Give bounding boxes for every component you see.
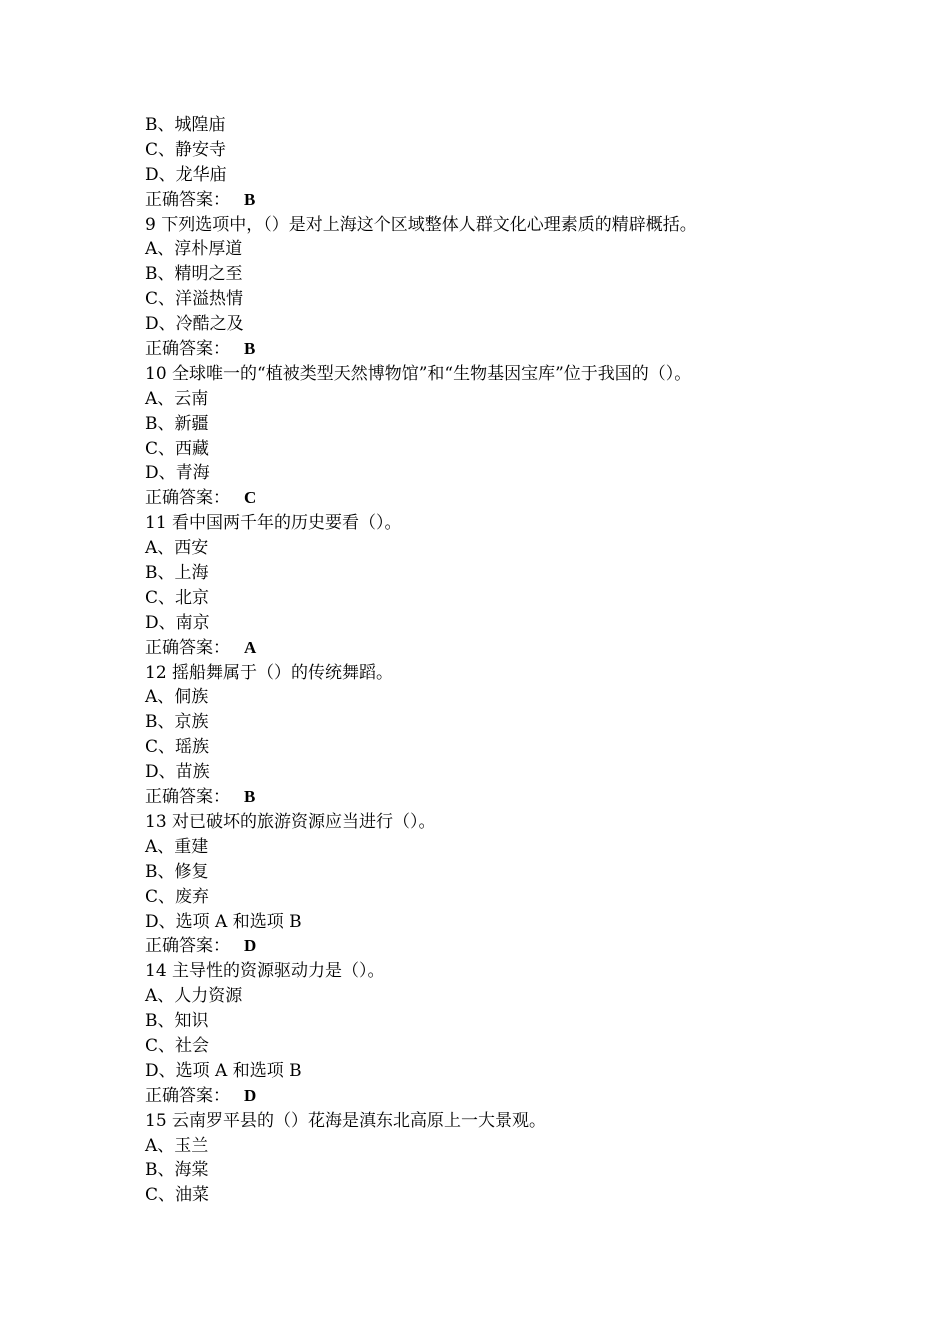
- option-line: C、北京: [145, 587, 210, 608]
- answer-value: D: [244, 1085, 257, 1105]
- answer-value: A: [244, 637, 257, 657]
- answer-line: [145, 636, 845, 661]
- option-line: C、瑶族: [145, 737, 210, 758]
- option-line: D、青海: [145, 463, 210, 484]
- option-line: A、人力资源: [145, 986, 243, 1007]
- option-line: D、选项 A 和选项 B: [145, 1060, 302, 1081]
- option-line: B、精明之至: [145, 264, 243, 285]
- option-line: A、西安: [145, 538, 209, 559]
- answer-line: [145, 785, 845, 810]
- option-line: C、洋溢热情: [145, 289, 244, 310]
- answer-value: B: [244, 189, 256, 209]
- answer-line: [145, 337, 845, 362]
- answer-label: 正确答案：: [145, 488, 230, 509]
- option-line: C、社会: [145, 1035, 210, 1056]
- option-line: C、废弃: [145, 886, 210, 907]
- option-line: B、修复: [145, 861, 209, 882]
- option-line: B、海棠: [145, 1160, 209, 1181]
- option-line: C、静安寺: [145, 139, 227, 160]
- answer-line: [145, 486, 845, 511]
- question-stem: 13 对已破坏的旅游资源应当进行（）。: [145, 811, 436, 832]
- option-line: B、上海: [145, 563, 209, 584]
- option-line: B、城隍庙: [145, 115, 226, 135]
- option-line: B、京族: [145, 712, 209, 733]
- question-stem: 15 云南罗平县的（）花海是滇东北高原上一大景观。: [145, 1110, 547, 1131]
- answer-value: D: [244, 936, 257, 956]
- option-line: B、新疆: [145, 413, 209, 434]
- option-line: D、选项 A 和选项 B: [145, 911, 302, 932]
- option-line: C、油菜: [145, 1185, 210, 1206]
- answer-label: 正确答案：: [145, 787, 230, 808]
- option-line: A、玉兰: [145, 1135, 209, 1156]
- answer-value: B: [244, 787, 256, 807]
- answer-label: 正确答案：: [145, 189, 230, 210]
- option-line: A、侗族: [145, 687, 209, 708]
- answer-label: 正确答案：: [145, 339, 230, 360]
- option-line: C、西藏: [145, 438, 210, 459]
- question-stem: 11 看中国两千年的历史要看（）。: [145, 513, 402, 534]
- question-stem: 9 下列选项中，（）是对上海这个区域整体人群文化心理素质的精辟概括。: [145, 214, 697, 235]
- answer-line: [145, 1084, 845, 1109]
- question-stem: 14 主导性的资源驱动力是（）。: [145, 961, 385, 982]
- document-page: [145, 113, 845, 1208]
- answer-line: [145, 188, 845, 213]
- option-line: A、云南: [145, 388, 209, 409]
- option-line: D、苗族: [145, 762, 210, 783]
- option-line: D、龙华庙: [145, 164, 227, 185]
- option-line: D、冷酷之及: [145, 314, 244, 335]
- option-line: A、重建: [145, 836, 209, 857]
- option-line: A、淳朴厚道: [145, 239, 243, 260]
- answer-line: [145, 934, 845, 959]
- question-stem: 12 摇船舞属于（）的传统舞蹈。: [145, 662, 394, 683]
- answer-value: B: [244, 339, 256, 359]
- answer-label: 正确答案：: [145, 1085, 230, 1106]
- answer-label: 正确答案：: [145, 936, 230, 957]
- answer-label: 正确答案：: [145, 637, 230, 658]
- option-line: B、知识: [145, 1011, 209, 1032]
- answer-value: C: [244, 488, 257, 508]
- option-line: D、南京: [145, 612, 210, 633]
- question-stem: 10 全球唯一的“植被类型天然博物馆”和“生物基因宝库”位于我国的（）。: [145, 363, 692, 384]
